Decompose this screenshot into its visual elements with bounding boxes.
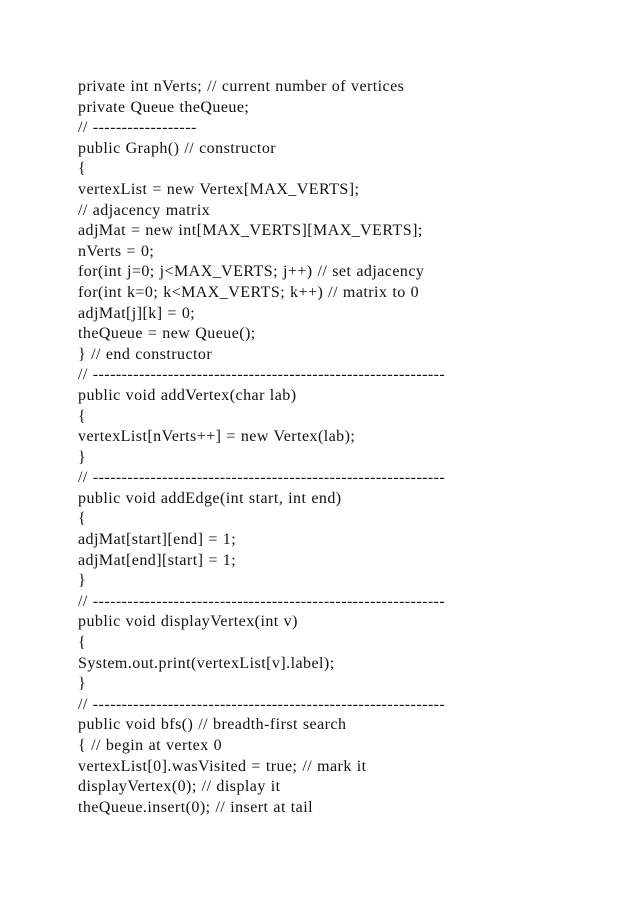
code-line: { [78,510,87,528]
code-line: adjMat[start][end] = 1; [78,531,237,549]
code-line: { [78,160,87,178]
code-line: { [78,634,87,652]
code-line: nVerts = 0; [78,242,155,260]
code-line: theQueue.insert(0); // insert at tail [78,798,314,816]
code-line: // ------------------------------------------------------------- [78,695,446,713]
code-line: // ------------------------------------------------------------- [78,366,446,384]
code-line: { [78,407,87,425]
code-line: // ------------------------------------------------------------- [78,469,446,487]
code-line: // ------------------ [78,119,197,137]
code-line: adjMat = new int[MAX_VERTS][MAX_VERTS]; [78,222,423,240]
code-line: theQueue = new Queue(); [78,325,256,343]
code-line: } [78,572,87,590]
code-line: vertexList[0].wasVisited = true; // mark it [78,757,367,775]
code-line: private int nVerts; // current number of vertices [78,78,405,95]
code-line: public void addEdge(int start, int end) [78,489,342,507]
code-line: } // end constructor [78,345,213,363]
code-line: } [78,675,87,693]
code-line: adjMat[end][start] = 1; [78,551,237,569]
code-line: public void displayVertex(int v) [78,613,298,631]
code-line: } [78,448,87,466]
code-line: vertexList[nVerts++] = new Vertex(lab); [78,428,356,446]
code-line: vertexList = new Vertex[MAX_VERTS]; [78,180,360,198]
code-line: { // begin at vertex 0 [78,737,223,754]
code-line: // adjacency matrix [78,201,211,219]
code-line: public void bfs() // breadth-first search [78,716,347,734]
code-line: // ------------------------------------------------------------- [78,592,446,610]
code-line: System.out.print(vertexList[v].label); [78,654,335,672]
code-line: private Queue theQueue; [78,98,250,116]
code-line: for(int k=0; k<MAX_VERTS; k++) // matrix to 0 [78,283,420,301]
code-line: for(int j=0; j<MAX_VERTS; j++) // set adjacency [78,263,425,281]
code-line: displayVertex(0); // display it [78,778,281,796]
code-listing [78,77,445,818]
code-line: public void addVertex(char lab) [78,386,297,404]
code-line: adjMat[j][k] = 0; [78,304,196,322]
code-line: public Graph() // constructor [78,139,277,157]
